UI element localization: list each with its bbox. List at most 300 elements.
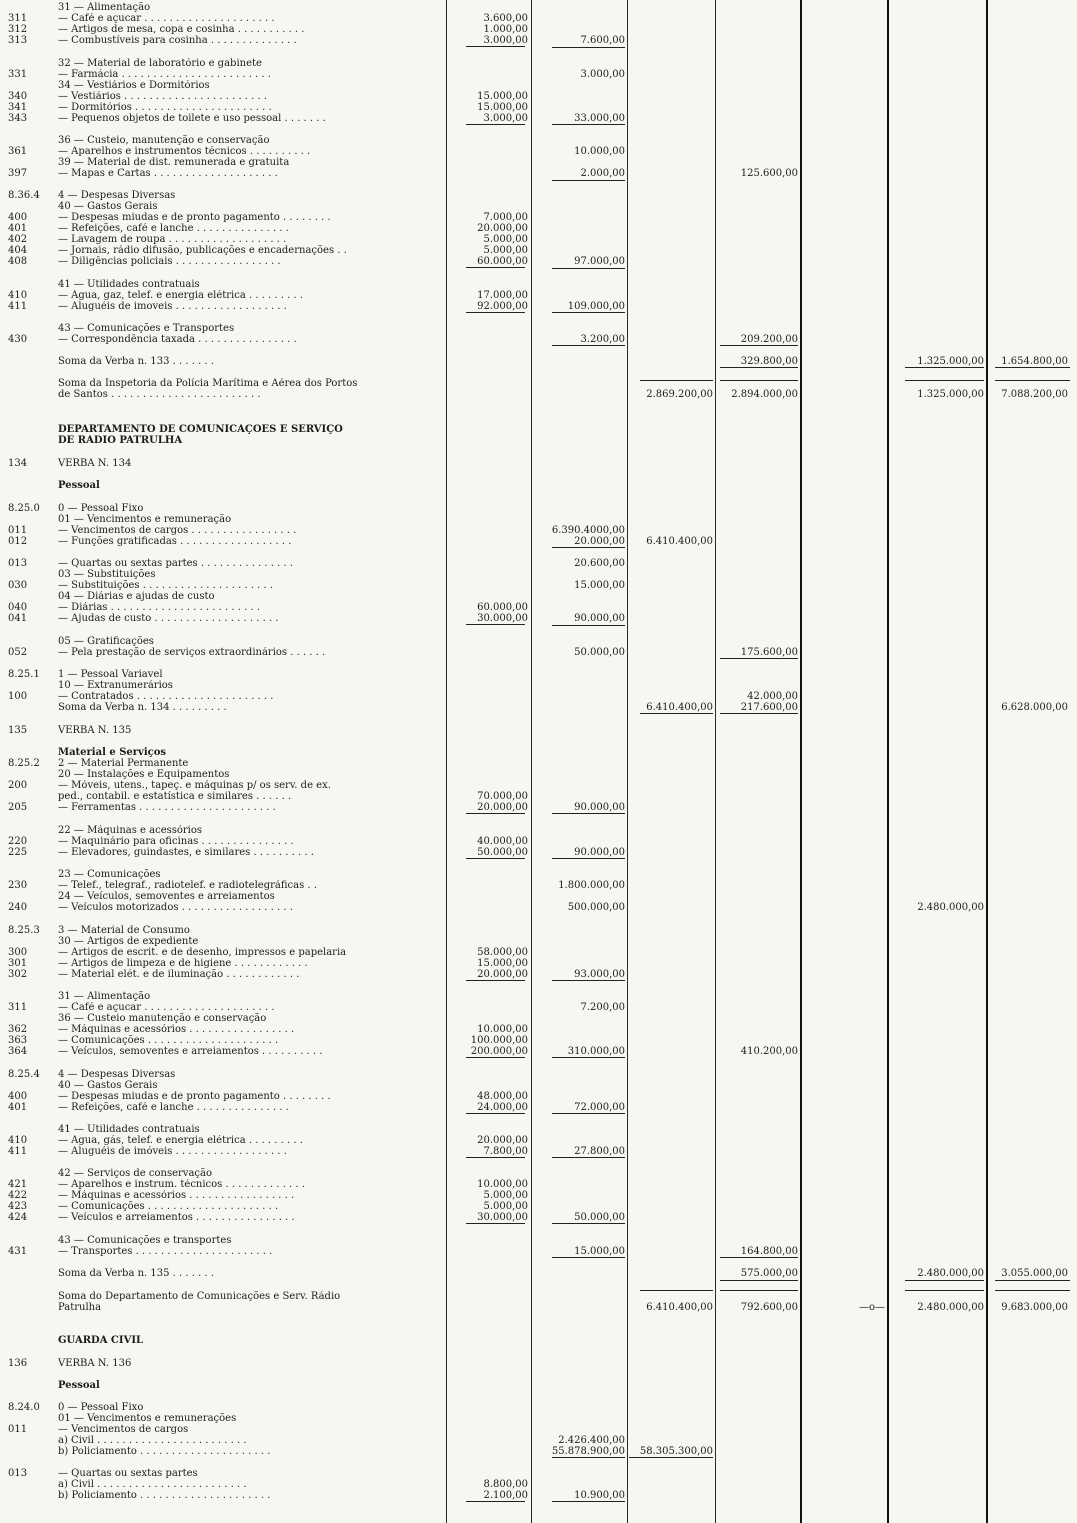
ledger-row <box>0 869 1077 880</box>
row-amount-c2: 90.000,00 <box>574 802 625 813</box>
row-code: 313 <box>8 35 28 46</box>
ledger-row <box>0 1013 1077 1024</box>
row-amount-c4: 575.000,00 <box>740 1268 798 1279</box>
row-description: — Máquinas e acessórios . . . . . . . . . . . . . . . . . <box>58 1190 295 1201</box>
ledger-row <box>0 190 1077 201</box>
row-description: 39 — Material de dist. remunerada e gratuita <box>58 157 290 168</box>
ledger-row <box>0 234 1077 245</box>
row-description: — Despesas miudas e de pronto pagamento . . . . . . . . <box>58 1091 331 1102</box>
row-amount-c6: 1.325.000,00 <box>917 389 984 400</box>
row-description: — Máquinas e acessórios . . . . . . . . . . . . . . . . . <box>58 1024 295 1035</box>
ledger-row <box>0 636 1077 647</box>
ledger-row <box>0 1212 1077 1223</box>
row-amount-c4: 217.600,00 <box>740 702 798 713</box>
row-amount-c4: 175.600,00 <box>740 647 798 658</box>
row-amount-c4: 2.894.000,00 <box>731 389 798 400</box>
ledger-row <box>0 113 1077 124</box>
row-description: — Refeições, café e lanche . . . . . . . . . . . . . . . <box>58 1102 289 1113</box>
row-code: 012 <box>8 536 28 547</box>
row-amount-c1: 10.000,00 <box>477 1179 528 1190</box>
row-description: 04 — Diárias e ajudas de custo <box>58 591 215 602</box>
ledger-row <box>0 691 1077 702</box>
row-amount-c1: 24.000,00 <box>477 1102 528 1113</box>
row-code: 136 <box>8 1358 28 1369</box>
ledger-row <box>0 157 1077 168</box>
ledger-row <box>0 1168 1077 1179</box>
row-code: 411 <box>8 1146 28 1157</box>
row-description: Soma da Verba n. 134 . . . . . . . . . <box>58 702 227 713</box>
row-code: 411 <box>8 301 28 312</box>
row-code: 240 <box>8 902 28 913</box>
row-description: — Quartas ou sextas partes <box>58 1468 198 1479</box>
row-code: 013 <box>8 558 28 569</box>
sum-rule <box>720 380 798 381</box>
row-amount-c2: 97.000,00 <box>574 256 625 267</box>
ledger-row <box>0 356 1077 367</box>
row-amount-c2: 10.000,00 <box>574 146 625 157</box>
ledger-row <box>0 1046 1077 1057</box>
ledger-row <box>0 1002 1077 1013</box>
row-amount-c2: 50.000,00 <box>574 647 625 658</box>
row-amount-c2: 15.000,00 <box>574 1246 625 1257</box>
ledger-row <box>0 569 1077 580</box>
sum-rule <box>552 124 625 125</box>
row-amount-c1: 100.000,00 <box>470 1035 528 1046</box>
row-code: 8.25.4 <box>8 1069 40 1080</box>
row-description: 2 — Material Permanente <box>58 758 189 769</box>
row-code: 410 <box>8 290 28 301</box>
sum-rule <box>905 1280 984 1281</box>
ledger-row <box>0 536 1077 547</box>
sum-rule <box>552 1501 625 1502</box>
sum-rule <box>466 1501 525 1502</box>
row-description: — Ajudas de custo . . . . . . . . . . . . . . . . . . . . <box>58 613 279 624</box>
sum-rule <box>552 312 625 313</box>
row-amount-c4: 329.800,00 <box>740 356 798 367</box>
row-description: b) Policiamento . . . . . . . . . . . . . . . . . . . . . <box>58 1446 271 1457</box>
row-amount-c1: 3.000,00 <box>483 35 528 46</box>
sum-rule <box>720 713 798 714</box>
ledger-row <box>0 925 1077 936</box>
ledger-row <box>0 301 1077 312</box>
row-amount-c1: 92.000,00 <box>477 301 528 312</box>
sum-rule <box>552 268 625 269</box>
sum-rule <box>995 367 1070 368</box>
sum-rule <box>552 1223 625 1224</box>
row-code: 041 <box>8 613 28 624</box>
row-amount-c2: 20.000,00 <box>574 536 625 547</box>
row-description: 22 — Máquinas e acessórios <box>58 825 203 836</box>
row-amount-c4: 410.200,00 <box>740 1046 798 1057</box>
row-description: — Substituições . . . . . . . . . . . . . . . . . . . . . <box>58 580 274 591</box>
ledger-row <box>0 69 1077 80</box>
row-description: a) Civil . . . . . . . . . . . . . . . . . . . . . . . . <box>58 1479 247 1490</box>
row-description: Soma da Inspetoria da Polícia Marítima e Aérea dos Portos <box>58 378 358 389</box>
row-description: — Despesas miudas e de pronto pagamento . . . . . . . . <box>58 212 331 223</box>
sum-rule <box>552 1457 625 1458</box>
row-description: Soma do Departamento de Comunicações e Serv. Rádio <box>58 1291 341 1302</box>
row-description: — Transportes . . . . . . . . . . . . . . . . . . . . . . <box>58 1246 273 1257</box>
ledger-row <box>0 1302 1077 1313</box>
row-description: — Maquinário para oficinas . . . . . . . . . . . . . . . <box>58 836 294 847</box>
sum-rule <box>640 1290 713 1291</box>
ledger-row <box>0 1468 1077 1479</box>
row-amount-c1: 48.000,00 <box>477 1091 528 1102</box>
row-description: 4 — Despesas Diversas <box>58 190 176 201</box>
row-amount-c2: 500.000,00 <box>567 902 625 913</box>
row-code: 343 <box>8 113 28 124</box>
ledger-row <box>0 201 1077 212</box>
row-amount-c4: 792.600,00 <box>740 1302 798 1313</box>
row-amount-c2: 310.000,00 <box>567 1046 625 1057</box>
ledger-row <box>0 1335 1077 1346</box>
row-description: — Aparelhos e instrumentos técnicos . . . . . . . . . . <box>58 146 311 157</box>
row-description: — Funções gratificadas . . . . . . . . . . . . . . . . . . <box>58 536 292 547</box>
ledger-row <box>0 323 1077 334</box>
row-description: 3 — Material de Consumo <box>58 925 190 936</box>
row-amount-c1: 5.000,00 <box>483 1190 528 1201</box>
ledger-row <box>0 35 1077 46</box>
row-code: 220 <box>8 836 28 847</box>
ledger-row <box>0 702 1077 713</box>
row-amount-c1: 58.000,00 <box>477 947 528 958</box>
row-description: — Veículos, semoventes e arreiamentos . . . . . . . . . . <box>58 1046 323 1057</box>
row-amount-c2: 27.800,00 <box>574 1146 625 1157</box>
ledger-row <box>0 769 1077 780</box>
row-code: 364 <box>8 1046 28 1057</box>
sum-rule <box>552 813 625 814</box>
ledger-row <box>0 168 1077 179</box>
ledger-row <box>0 58 1077 69</box>
row-amount-c1: 60.000,00 <box>477 256 528 267</box>
sum-rule <box>466 813 525 814</box>
row-description: — Combustíveis para cosinha . . . . . . . . . . . . . . <box>58 35 297 46</box>
sum-rule <box>466 858 525 859</box>
row-description: 0 — Pessoal Fixo <box>58 1402 144 1413</box>
sum-rule <box>552 547 625 548</box>
ledger-row <box>0 1035 1077 1046</box>
row-description: — Correspondência taxada . . . . . . . . . . . . . . . . <box>58 334 297 345</box>
row-amount-c1: 30.000,00 <box>477 613 528 624</box>
ledger-row <box>0 1479 1077 1490</box>
row-amount-c7: 9.683.000,00 <box>1001 1302 1068 1313</box>
row-description: 10 — Extranumerários <box>58 680 173 691</box>
row-amount-c2: 20.600,00 <box>574 558 625 569</box>
sum-rule <box>552 47 625 48</box>
row-description: — Veículos motorizados . . . . . . . . . . . . . . . . . . <box>58 902 293 913</box>
sum-rule <box>466 46 525 47</box>
ledger-row <box>0 880 1077 891</box>
ledger-row <box>0 958 1077 969</box>
ledger-row <box>0 135 1077 146</box>
ledger-row <box>0 1124 1077 1135</box>
sum-rule <box>552 625 625 626</box>
row-description: 01 — Vencimentos e remuneração <box>58 514 232 525</box>
ledger-row <box>0 1446 1077 1457</box>
row-amount-c1: 20.000,00 <box>477 969 528 980</box>
sum-rule <box>466 1157 525 1158</box>
row-description: — Dormitórios . . . . . . . . . . . . . . . . . . . . . . <box>58 102 272 113</box>
row-code: 301 <box>8 958 28 969</box>
row-description: 41 — Utilidades contratuais <box>58 1124 200 1135</box>
row-description: — Comunicações . . . . . . . . . . . . . . . . . . . . . <box>58 1201 279 1212</box>
row-description: Pessoal <box>58 1380 100 1391</box>
sum-rule <box>720 658 798 659</box>
row-description: 01 — Vencimentos e remunerações <box>58 1413 237 1424</box>
ledger-row <box>0 1091 1077 1102</box>
ledger-row <box>0 1102 1077 1113</box>
row-description: 0 — Pessoal Fixo <box>58 503 144 514</box>
sum-rule <box>720 345 798 346</box>
ledger-row <box>0 424 1077 435</box>
ledger-row <box>0 1069 1077 1080</box>
row-description: 30 — Artigos de expediente <box>58 936 199 947</box>
row-description: — Pequenos objetos de toilete e uso pessoal . . . . . . . <box>58 113 326 124</box>
row-amount-c3: 6.410.400,00 <box>646 1302 713 1313</box>
sum-rule <box>905 367 984 368</box>
row-amount-c1: 40.000,00 <box>477 836 528 847</box>
row-amount-c7: 3.055.000,00 <box>1001 1268 1068 1279</box>
row-code: 400 <box>8 1091 28 1102</box>
ledger-row <box>0 747 1077 758</box>
ledger-row <box>0 256 1077 267</box>
row-amount-c6: 2.480.000,00 <box>917 902 984 913</box>
row-code: 8.25.2 <box>8 758 40 769</box>
row-code: 422 <box>8 1190 28 1201</box>
row-code: 230 <box>8 880 28 891</box>
sum-rule <box>552 1257 625 1258</box>
ledger-row <box>0 146 1077 157</box>
row-description: — Vestiários . . . . . . . . . . . . . . . . . . . . . . . <box>58 91 268 102</box>
ledger-row <box>0 991 1077 1002</box>
ledger-row <box>0 891 1077 902</box>
sum-rule <box>552 1157 625 1158</box>
row-code: 424 <box>8 1212 28 1223</box>
ledger-row <box>0 1080 1077 1091</box>
row-amount-c2: 90.000,00 <box>574 847 625 858</box>
row-amount-c2: 2.000,00 <box>580 168 625 179</box>
row-code: 401 <box>8 1102 28 1113</box>
ledger-row <box>0 591 1077 602</box>
row-code: 8.25.0 <box>8 503 40 514</box>
row-code: 361 <box>8 146 28 157</box>
row-code: 134 <box>8 458 28 469</box>
sum-rule <box>466 267 525 268</box>
row-description: — Café e açucar . . . . . . . . . . . . . . . . . . . . . <box>58 13 275 24</box>
ledger-row <box>0 503 1077 514</box>
row-description: 05 — Gratificações <box>58 636 154 647</box>
row-description: — Refeições, café e lanche . . . . . . . . . . . . . . . <box>58 223 289 234</box>
ledger-row <box>0 279 1077 290</box>
row-description: 31 — Alimentação <box>58 991 151 1002</box>
row-description: Patrulha <box>58 1302 102 1313</box>
row-code: 421 <box>8 1179 28 1190</box>
row-amount-c1: 15.000,00 <box>477 91 528 102</box>
row-description: — Aluguéis de imóveis . . . . . . . . . . . . . . . . . . <box>58 1146 287 1157</box>
row-description: 42 — Serviços de conservação <box>58 1168 212 1179</box>
row-amount-c3: 2.869.200,00 <box>646 389 713 400</box>
ledger-row <box>0 80 1077 91</box>
sum-rule <box>552 1113 625 1114</box>
ledger-row <box>0 91 1077 102</box>
row-amount-c2: 50.000,00 <box>574 1212 625 1223</box>
row-amount-c6: 2.480.000,00 <box>917 1268 984 1279</box>
row-code: 100 <box>8 691 28 702</box>
ledger-row <box>0 825 1077 836</box>
row-code: 8.24.0 <box>8 1402 40 1413</box>
ledger-row <box>0 525 1077 536</box>
row-amount-c1: 20.000,00 <box>477 223 528 234</box>
row-description: — Artigos de mesa, copa e cosinha . . . . . . . . . . . <box>58 24 305 35</box>
row-description: GUARDA CIVIL <box>58 1335 144 1346</box>
row-description: 36 — Custeio manutenção e conservação <box>58 1013 267 1024</box>
row-code: 8.36.4 <box>8 190 40 201</box>
ledger-row <box>0 1179 1077 1190</box>
sum-rule <box>905 1290 984 1291</box>
row-amount-c1: 50.000,00 <box>477 847 528 858</box>
row-amount-c1: 10.000,00 <box>477 1024 528 1035</box>
row-description: — Material elét. e de iluminação . . . . . . . . . . . . <box>58 969 300 980</box>
row-amount-c7: 1.654.800,00 <box>1001 356 1068 367</box>
row-description: — Telef., telegraf., radiotelef. e radiotelegráficas . . <box>58 880 317 891</box>
row-amount-c2: 93.000,00 <box>574 969 625 980</box>
row-description: VERBA N. 136 <box>58 1358 132 1369</box>
row-description: a) Civil . . . . . . . . . . . . . . . . . . . . . . . . <box>58 1435 247 1446</box>
ledger-row <box>0 458 1077 469</box>
row-description: de Santos . . . . . . . . . . . . . . . . . . . . . . . . <box>58 389 261 400</box>
row-description: — Vencimentos de cargos . . . . . . . . . . . . . . . . . <box>58 525 297 536</box>
row-description: 43 — Comunicações e Transportes <box>58 323 235 334</box>
row-amount-c2: 15.000,00 <box>574 580 625 591</box>
row-description: — Comunicações . . . . . . . . . . . . . . . . . . . . . <box>58 1035 279 1046</box>
row-description: — Farmácia . . . . . . . . . . . . . . . . . . . . . . . . <box>58 69 271 80</box>
row-description: — Pela prestação de serviços extraordinários . . . . . . <box>58 647 326 658</box>
row-amount-c3: 58.305.300,00 <box>639 1446 713 1457</box>
ledger-row <box>0 1490 1077 1501</box>
row-description: 40 — Gastos Gerais <box>58 1080 158 1091</box>
row-amount-c2: 109.000,00 <box>567 301 625 312</box>
row-description: 24 — Veículos, semoventes e arreiamentos <box>58 891 275 902</box>
row-amount-c1: 1.000,00 <box>483 24 528 35</box>
row-code: 200 <box>8 780 28 791</box>
sum-rule <box>720 1257 798 1258</box>
row-amount-c1: 20.000,00 <box>477 802 528 813</box>
ledger-row <box>0 1424 1077 1435</box>
row-description: — Diligências policiais . . . . . . . . . . . . . . . . . <box>58 256 281 267</box>
row-code: 225 <box>8 847 28 858</box>
row-description: Soma da Verba n. 135 . . . . . . . <box>58 1268 214 1279</box>
row-description: 4 — Despesas Diversas <box>58 1069 176 1080</box>
row-code: 135 <box>8 725 28 736</box>
ledger-row <box>0 758 1077 769</box>
sum-rule <box>552 980 625 981</box>
row-amount-c1: 5.000,00 <box>483 1201 528 1212</box>
ledger-row <box>0 791 1077 802</box>
row-code: 302 <box>8 969 28 980</box>
row-amount-c4: 209.200,00 <box>740 334 798 345</box>
row-description: 41 — Utilidades contratuais <box>58 279 200 290</box>
row-amount-c1: 3.600,00 <box>483 13 528 24</box>
ledger-row <box>0 1268 1077 1279</box>
sum-rule <box>720 1290 798 1291</box>
row-code: 205 <box>8 802 28 813</box>
row-code: 401 <box>8 223 28 234</box>
row-amount-c2: 7.600,00 <box>580 35 625 46</box>
row-amount-c1: 7.000,00 <box>483 212 528 223</box>
row-description: — Vencimentos de cargos <box>58 1424 189 1435</box>
ledger-row <box>0 514 1077 525</box>
sum-rule <box>466 980 525 981</box>
sum-rule <box>905 380 984 381</box>
row-description: 32 — Material de laboratório e gabinete <box>58 58 262 69</box>
row-amount-c1: 200.000,00 <box>470 1046 528 1057</box>
row-amount-c1: 2.100,00 <box>483 1490 528 1501</box>
row-code: 8.25.3 <box>8 925 40 936</box>
row-amount-c1: 17.000,00 <box>477 290 528 301</box>
row-description: — Agua, gás, telef. e energia elétrica . . . . . . . . . <box>58 1135 303 1146</box>
ledger-row <box>0 223 1077 234</box>
row-description: — Quartas ou sextas partes . . . . . . . . . . . . . . . <box>58 558 294 569</box>
row-code: 423 <box>8 1201 28 1212</box>
row-code: 408 <box>8 256 28 267</box>
row-amount-c4: 125.600,00 <box>740 168 798 179</box>
row-code: 402 <box>8 234 28 245</box>
row-amount-c2: 1.800.000,00 <box>558 880 625 891</box>
row-amount-c5: —o— <box>858 1302 885 1313</box>
ledger-row <box>0 480 1077 491</box>
sum-rule <box>552 858 625 859</box>
row-description: 43 — Comunicações e transportes <box>58 1235 232 1246</box>
row-code: 312 <box>8 24 28 35</box>
sum-rule <box>629 1457 713 1458</box>
row-description: Pessoal <box>58 480 100 491</box>
ledger-row <box>0 1380 1077 1391</box>
row-code: 030 <box>8 580 28 591</box>
sum-rule <box>466 1113 525 1114</box>
row-amount-c2: 55.878.900,00 <box>551 1446 625 1457</box>
ledger-row <box>0 802 1077 813</box>
row-code: 410 <box>8 1135 28 1146</box>
ledger-row <box>0 1358 1077 1369</box>
ledger-row <box>0 1291 1077 1302</box>
ledger-row <box>0 24 1077 35</box>
row-code: 400 <box>8 212 28 223</box>
row-amount-c4: 164.800,00 <box>740 1246 798 1257</box>
row-description: 1 — Pessoal Variavel <box>58 669 163 680</box>
row-amount-c2: 3.000,00 <box>580 69 625 80</box>
sum-rule <box>640 380 713 381</box>
ledger-row <box>0 947 1077 958</box>
row-code: 363 <box>8 1035 28 1046</box>
sum-rule <box>466 1223 525 1224</box>
row-description: 40 — Gastos Gerais <box>58 201 158 212</box>
sum-rule <box>466 312 525 313</box>
ledger-row <box>0 836 1077 847</box>
row-description: 03 — Substituições <box>58 569 156 580</box>
row-code: 397 <box>8 168 28 179</box>
row-amount-c7: 6.628.000,00 <box>1001 702 1068 713</box>
row-amount-c2: 10.900,00 <box>574 1490 625 1501</box>
ledger-row <box>0 647 1077 658</box>
sum-rule <box>640 713 713 714</box>
sum-rule <box>466 124 525 125</box>
row-description: — Jornais, rádio difusão, publicações e encadernações . . <box>58 245 347 256</box>
sum-rule <box>552 180 625 181</box>
ledger-row <box>0 2 1077 13</box>
row-code: 404 <box>8 245 28 256</box>
row-description: — Contratados . . . . . . . . . . . . . . . . . . . . . . <box>58 691 274 702</box>
row-description: VERBA N. 135 <box>58 725 132 736</box>
